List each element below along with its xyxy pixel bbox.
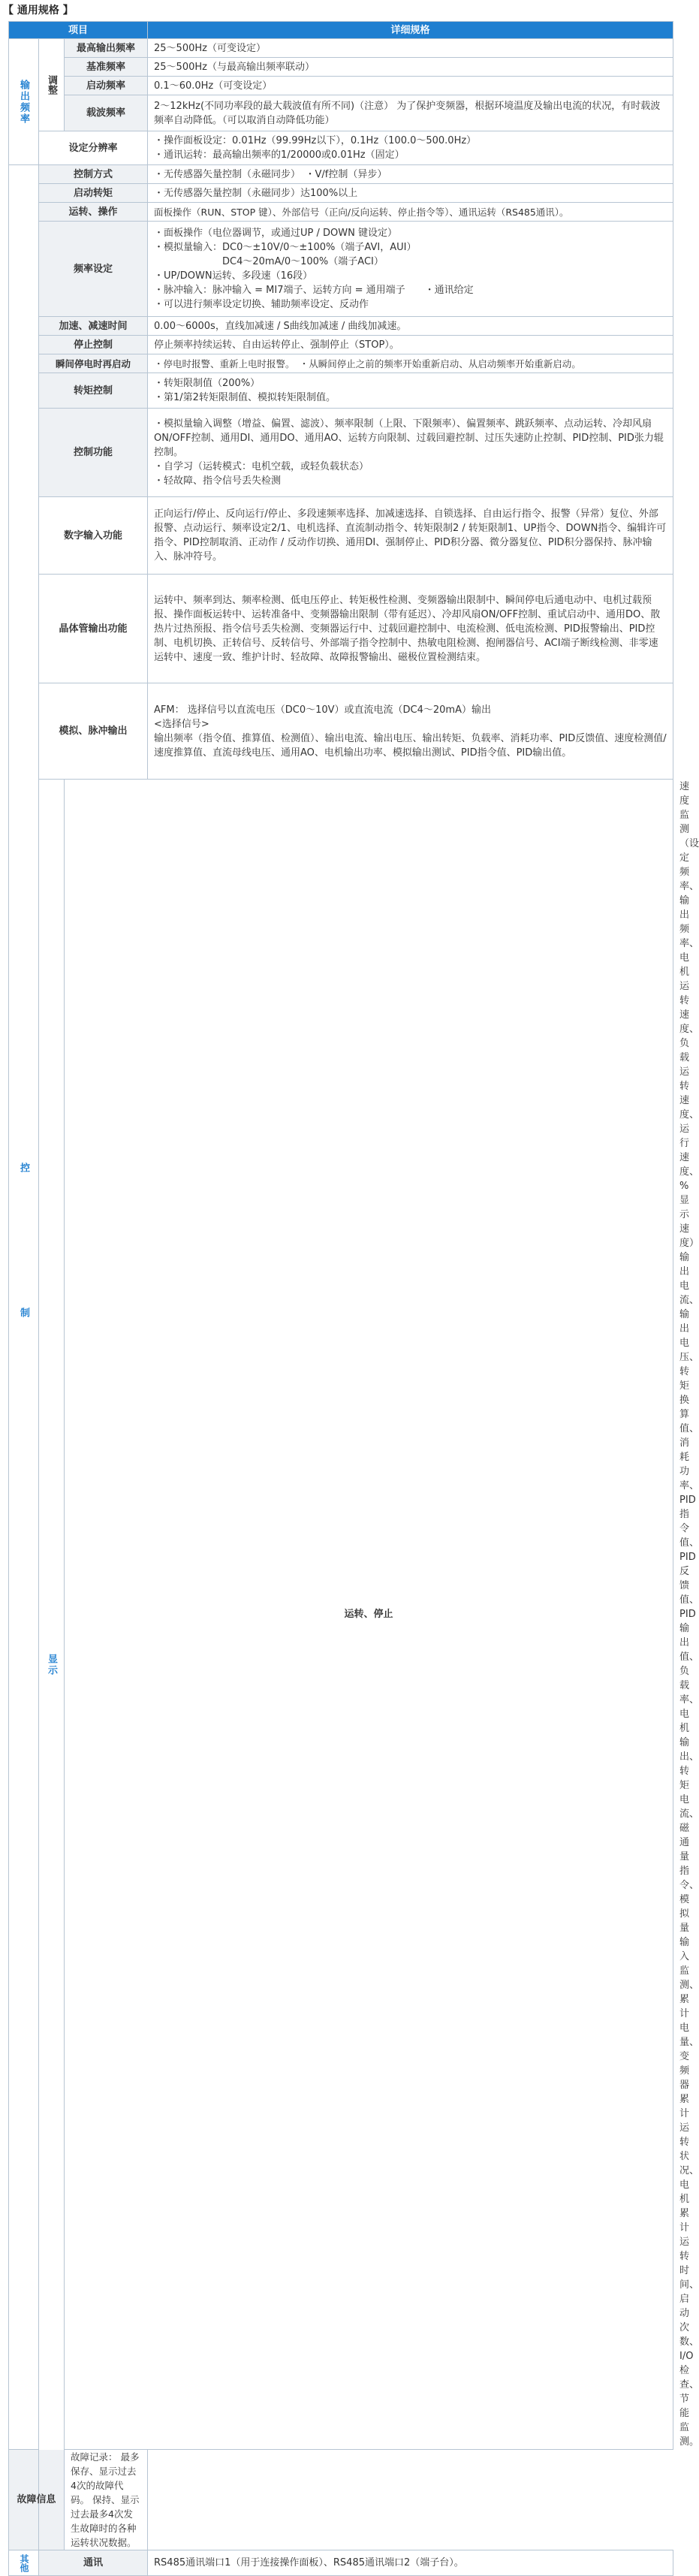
table-row — [9, 165, 673, 184]
item-digital-input: 数字输入功能 — [39, 497, 148, 575]
table-row — [9, 336, 673, 354]
detail-start-torque: ・无传感器矢量控制（永磁同步）达100%以上 — [148, 184, 673, 203]
header-item: 项目 — [9, 22, 148, 39]
item-communication: 通讯 — [39, 2550, 148, 2576]
table-row — [9, 497, 673, 575]
item-stop-control: 停止控制 — [39, 336, 148, 354]
item-run-operation: 运转、操作 — [39, 203, 148, 222]
table-row — [9, 77, 673, 95]
item-resolution: 设定分辨率 — [39, 131, 148, 165]
header-detail: 详细规格 — [148, 22, 673, 39]
table-row — [9, 354, 673, 373]
item-base-frequency: 基准频率 — [65, 58, 148, 77]
item-run-stop: 运转、停止 — [65, 780, 673, 2450]
detail-run-operation: 面板操作（RUN、STOP 键）、外部信号（正向/反向运转、停止指令等）、通讯运转（RS485通讯）。 — [148, 203, 673, 222]
table-row — [9, 409, 673, 497]
detail-digital-input: 正向运行/停止、反向运行/停止、多段速频率选择、加减速选择、自锁选择、自由运行指令、报警（异常）复位、外部报警、点动运行、频率设定2/1、电机选择、直流制动指令、转矩限制2 / 转矩限制1、UP指令、DOWN指令、编辑许可指令、PID控制取消、正动作 / 反动作切换、通用DI、强制停止、PID积分器、微分器复位、PID积分器保持、脉冲输入、脉冲符号。 — [148, 497, 673, 575]
item-accel-decel: 加速、减速时间 — [39, 317, 148, 336]
detail-start-frequency: 0.1～60.0Hz（可变设定） — [148, 77, 673, 95]
item-restart: 瞬间停电时再启动 — [39, 354, 148, 373]
table-row: 显示 运转、停止 速度监测（设定频率、输出频率、电机运转速度、负载运转速度、运行速度、%显示速度）输出电流、输出电压、转矩换算值、消耗功率、PID指令值、PID反馈值、PID输出值、负载率、电机输出、转矩电流、磁通量指令、模拟量输入监测、累计电量、变频器累计运转状况、电机累计运转时间、启动次数、I/O检查、节能监测。 — [9, 780, 673, 2450]
detail-control-function: ・模拟量输入调整（增益、偏置、滤波）、频率限制（上限、下限频率）、偏置频率、跳跃频率、点动运转、冷却风扇ON/OFF控制、通用DI、通用DO、通用AO、运转方向限制、过载回避控制、过压失速防止控制、PID控制、PID张力辊控制。 ・自学习（运转模式：电机空载，或轻负载状态） ・轻故障、指令信号丢失检测 — [154, 418, 664, 487]
table-row — [9, 317, 673, 336]
item-start-torque: 启动转矩 — [39, 184, 148, 203]
table-row — [9, 203, 673, 222]
table-row — [9, 39, 673, 58]
detail-max-frequency: 25～500Hz（可变设定） — [148, 39, 673, 58]
table-row — [9, 2450, 673, 2550]
item-analog-output: 模拟、脉冲输出 — [39, 683, 148, 780]
spec-table — [8, 21, 699, 2576]
subcategory-adjust: 调整 — [39, 39, 65, 131]
item-carrier-frequency: 载波频率 — [65, 95, 148, 131]
item-control-function: 控制功能 — [39, 409, 148, 497]
detail-accel-decel: 0.00～6000s，直线加减速 / S曲线加减速 / 曲线加减速。 — [148, 317, 673, 336]
detail-carrier-frequency: 2～12kHz(不同功率段的最大载波值有所不同)（注意） 为了保护变频器，根据环境温度及输出电流的状况，有时载波频率自动降低。（可以取消自动降低功能） — [148, 95, 673, 131]
table-row — [9, 683, 673, 780]
table-header-row — [9, 22, 673, 39]
category-control — [9, 165, 39, 2450]
item-max-frequency: 最高输出频率 — [65, 39, 148, 58]
table-row — [9, 2550, 673, 2576]
detail-stop-control: 停止频率持续运转、自由运转停止、强制停止（STOP）。 — [148, 336, 673, 354]
detail-communication: RS485通讯端口1（用于连接操作面板）、RS485通讯端口2（端子台）。 — [148, 2550, 673, 2576]
item-transistor-output: 晶体管输出功能 — [39, 575, 148, 683]
item-torque-control: 转矩控制 — [39, 373, 148, 409]
category-display: 显示 — [39, 780, 65, 2550]
detail-control-mode: ・无传感器矢量控制（永磁同步） ・V/f控制（异步） — [148, 165, 673, 184]
item-control-mode: 控制方式 — [39, 165, 148, 184]
detail-fault-info: 故障记录： 最多保存、显示过去4次的故障代码。 保持、显示过去最多4次发生故障时的各种运转状况数据。 — [65, 2450, 148, 2550]
category-output-frequency: 输出频率 — [9, 39, 39, 165]
item-fault-info: 故障信息 — [9, 2450, 65, 2550]
item-frequency-setting: 频率设定 — [39, 222, 148, 317]
detail-analog-output: AFM： 选择信号以直流电压（DC0～10V）或直流电流（DC4～20mA）输出 <选择信号> 输出频率（指令值、推算值、检测值）、输出电流、输出电压、输出转矩、负载率、消耗功率、PID反馈值、速度检测值/速度推算值、直流母线电压、通用AO、电机输出功率、模拟输出测试、PID指令值、PID输出值。 — [154, 704, 667, 759]
detail-torque-control: ・转矩限制值（200%） ・第1/第2转矩限制值、模拟转矩限制值。 — [154, 378, 336, 403]
table-row — [9, 222, 673, 317]
table-row — [9, 184, 673, 203]
table-row — [9, 373, 673, 409]
page-title: 【 通用规格 】 — [3, 5, 74, 17]
category-control-label: 控制 — [18, 1162, 29, 1452]
table-row — [9, 575, 673, 683]
detail-transistor-output: 运转中、频率到达、频率检测、低电压停止、转矩极性检测、变频器输出限制中、瞬间停电后通电动中、电机过载预报、操作面板运转中、运转准备中、变频器输出限制（带有延迟）、冷却风扇ON/OFF控制、重试启动中、通用DO、散热片过热预报、指令信号丢失检测、变频器运行中、过载回避控制中、电流检测、低电流检测、PID报警输出、PID控制、电机切换、正转信号、反转信号、外部端子指令控制中、热敏电阻检测、抱闸器信号、ACI端子断线检测、非零速运转中、速度一致、维护计时、轻故障、故障报警输出、磁极位置检测结束。 — [148, 575, 673, 683]
detail-frequency-setting: ・面板操作（电位器调节，或通过UP / DOWN 键设定） ・模拟量输入：DC0～±10V/0～±100%（端子AVI，AUI） DC4～20mA/0～100%（端子ACI） ・UP/DOWN运转、多段速（16段） ・脉冲输入：脉冲输入 = MI7端子、运转方向 = 通用端子 ・通讯给定 ・可以进行频率设定切换、辅助频率设定、反动作 — [154, 228, 474, 310]
category-other: 其他 — [9, 2550, 39, 2576]
table-row — [9, 58, 673, 77]
detail-resolution: ・操作面板设定：0.01Hz（99.99Hz以下），0.1Hz（100.0～500.0Hz） ・通讯运转：最高输出频率的1/20000或0.01Hz（固定） — [154, 135, 477, 161]
detail-restart: ・停电时报警、重新上电时报警。 ・从瞬间停止之前的频率开始重新启动、从启动频率开始重新启动。 — [148, 354, 673, 373]
table-row — [9, 131, 673, 165]
item-start-frequency: 启动频率 — [65, 77, 148, 95]
detail-base-frequency: 25～500Hz（与最高输出频率联动） — [148, 58, 673, 77]
table-row — [9, 95, 673, 131]
